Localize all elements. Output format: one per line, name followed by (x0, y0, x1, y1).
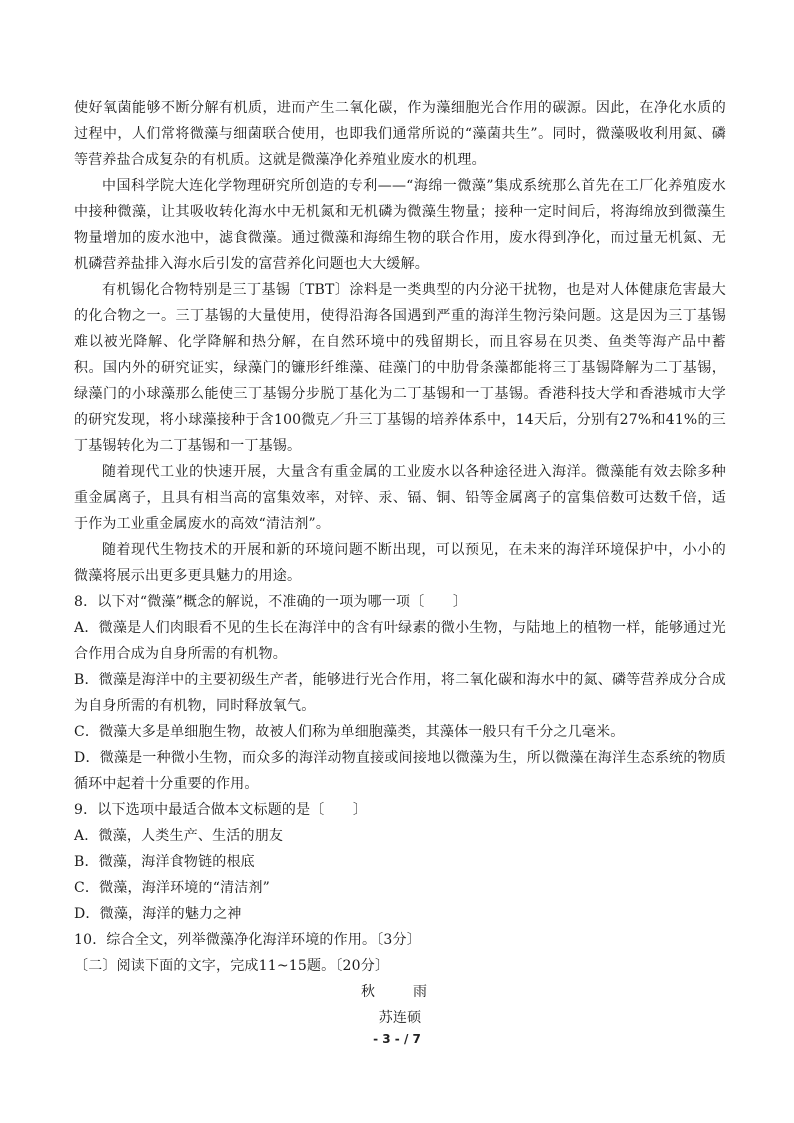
question-9-option-a: A．微藻，人类生产、生活的朋友 (74, 828, 284, 844)
paragraph-outlook: 随着现代生物技术的开展和新的环境问题不断出现，可以预见，在未来的海洋环境保护中，小小的微藻将展示出更多更具魅力的用途。 (74, 542, 726, 584)
question-9-option-d: D．微藻，海洋的魅力之神 (74, 906, 242, 922)
question-8-option-c: C．微藻大多是单细胞生物，故被人们称为单细胞藻类，其藻体一般只有千分之几毫米。 (74, 724, 625, 740)
poem-author: 苏连硕 (378, 1010, 422, 1026)
paragraph-heavy-metals: 随着现代工业的快速开展，大量含有重金属的工业废水以各种途径进入海洋。微藻能有效去除多种重金属离子，且具有相当高的富集效率，对锌、汞、镉、铜、铅等金属离子的富集倍数可达数千倍，适于作为工业重金属废水的高效“清洁剂”。 (74, 464, 726, 532)
paragraph-tbt: 有机锡化合物特别是三丁基锡〔TBT〕涂料是一类典型的内分泌干扰物，也是对人体健康危害最大的化合物之一。三丁基锡的大量使用，使得沿海各国遇到严重的海洋生物污染问题。这是因为三丁基锡难以被光降解、化学降解和热分解，在自然环境中的残留期长，而且容易在贝类、鱼类等海产品中蓄积。国内外的研究证实，绿藻门的镰形纤维藻、硅藻门的中肋骨条藻都能将三丁基锡降解为二丁基锡，绿藻门的小球藻那么能使三丁基锡分步脱丁基化为二丁基锡和一丁基锡。香港科技大学和香港城市大学的研究发现，将小球藻接种于含100微克／升三丁基锡的培养体系中，14天后，分别有27%和41%的三丁基锡转化为二丁基锡和一丁基锡。 (74, 282, 726, 454)
paragraph-mechanism: 使好氧菌能够不断分解有机质，进而产生二氧化碳，作为藻细胞光合作用的碳源。因此，在净化水质的过程中，人们常将微藻与细菌联合使用，也即我们通常所说的“藻菌共生”。同时，微藻吸收利用氮、磷等营养盐合成复杂的有机质。这就是微藻净化养殖业废水的机理。 (74, 100, 726, 168)
question-8-stem: 8．以下对“微藻”概念的解说，不准确的一项为哪一项〔 〕 (74, 594, 468, 610)
question-9-option-b: B．微藻，海洋食物链的根底 (74, 854, 255, 870)
question-8-option-b: B．微藻是海洋中的主要初级生产者，能够进行光合作用，将二氧化碳和海水中的氮、磷等营养成分合成为自身所需的有机物，同时释放氧气。 (74, 672, 726, 714)
question-8-option-d: D．微藻是一种微小生物，而众多的海洋动物直接或间接地以微藻为生，所以微藻在海洋生态系统的物质循环中起着十分重要的作用。 (74, 750, 726, 792)
section-2-heading: 〔二〕阅读下面的文字，完成11~15题。〔20分〕 (74, 958, 390, 974)
paragraph-sponge-system: 中国科学院大连化学物理研究所创造的专利——“海绵一微藻”集成系统那么首先在工厂化养殖废水中接种微藻，让其吸收转化海水中无机氮和无机磷为微藻生物量；接种一定时间后，将海绵放到微藻生物量增加的废水池中，滤食微藻。通过微藻和海绵生物的联合作用，废水得到净化，而过量无机氮、无机磷营养盐排入海水后引发的富营养化问题也大大缓解。 (74, 178, 726, 272)
poem-title: 秋 雨 (361, 984, 439, 1000)
question-10: 10．综合全文，列举微藻净化海洋环境的作用。〔3分〕 (74, 932, 421, 948)
page-content (74, 95, 726, 1031)
question-9-option-c: C．微藻，海洋环境的“清洁剂” (74, 880, 271, 896)
page-number: - 3 - / 7 (373, 1032, 421, 1046)
question-9-stem: 9．以下选项中最适合做本文标题的是〔 〕 (74, 802, 368, 818)
question-8-option-a: A．微藻是人们肉眼看不见的生长在海洋中的含有叶绿素的微小生物，与陆地上的植物一样，能够通过光合作用合成为自身所需的有机物。 (74, 620, 726, 662)
